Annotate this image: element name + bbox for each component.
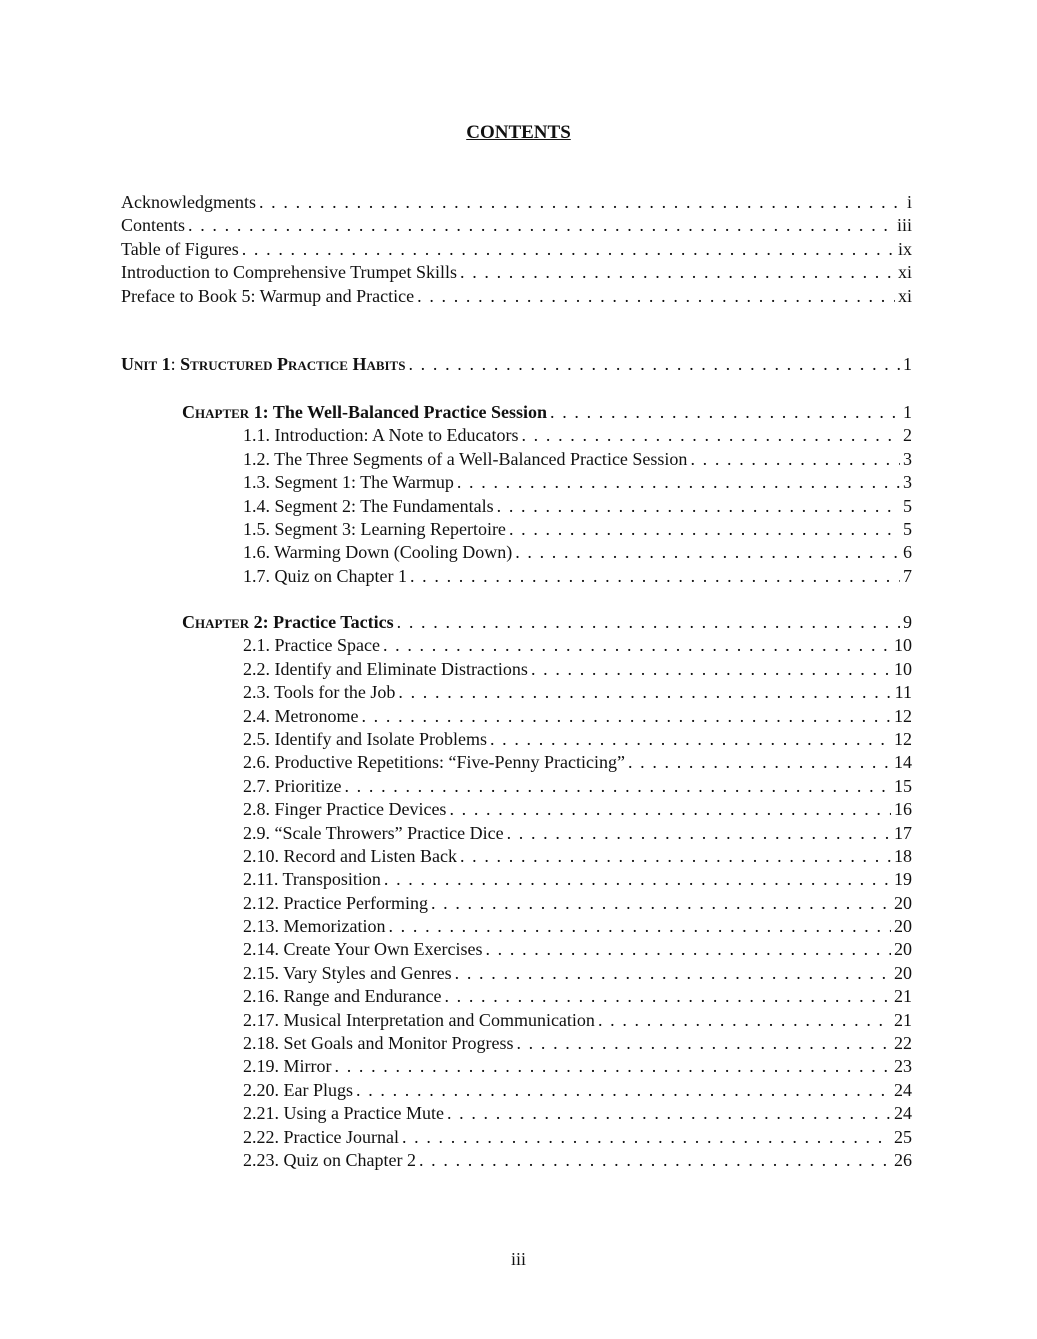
unit-separator: : <box>170 354 181 374</box>
toc-entry <box>243 658 912 681</box>
dot-leader <box>449 798 891 821</box>
entry-title: 2.5. Identify and Isolate Problems <box>243 728 487 749</box>
entry-page: iii <box>896 215 912 236</box>
entry-page: 10 <box>894 658 912 679</box>
unit-title: Structured Practice Habits <box>180 354 406 374</box>
dot-leader <box>242 238 895 261</box>
dot-leader <box>516 1032 891 1055</box>
entry-page: 10 <box>894 635 912 656</box>
entry-title: 2.13. Memorization <box>243 916 386 937</box>
entry-title: 2.16. Range and Endurance <box>243 986 442 1007</box>
toc-entry <box>243 541 912 564</box>
dot-leader <box>335 1055 892 1078</box>
entry-title: 2.20. Ear Plugs <box>243 1079 353 1100</box>
entry-title: Acknowledgments <box>121 192 256 212</box>
toc-entry <box>243 892 912 915</box>
entry-page: 6 <box>903 542 912 563</box>
dot-leader <box>188 214 894 237</box>
toc-entry <box>243 1032 912 1055</box>
dot-leader <box>497 495 900 518</box>
entry-page: 23 <box>894 1056 912 1077</box>
dot-leader <box>598 1009 891 1032</box>
entry-title: Contents <box>121 215 186 236</box>
chapter-2-sections <box>243 634 912 1172</box>
entry-page: ix <box>897 238 912 259</box>
toc-entry <box>243 681 912 704</box>
entry-title: 1.4. Segment 2: The Fundamentals <box>243 495 494 516</box>
dot-leader <box>690 448 900 471</box>
entry-title: Introduction to Comprehensive Trumpet Skills <box>121 262 457 283</box>
dot-leader <box>408 353 900 376</box>
dot-leader <box>521 424 900 447</box>
entry-title: 2.3. Tools for the Job <box>243 682 396 703</box>
toc-entry <box>243 705 912 728</box>
dot-leader <box>398 681 891 704</box>
entry-page: xi <box>897 262 912 283</box>
dot-leader <box>447 1102 891 1125</box>
entry-title: 1.1. Introduction: A Note to Educators <box>243 425 519 446</box>
entry-page: 20 <box>894 892 912 913</box>
entry-title: 2.1. Practice Space <box>243 635 380 656</box>
dot-leader <box>509 518 900 541</box>
chapter-title: The Well-Balanced Practice Session <box>268 402 547 422</box>
dot-leader <box>507 822 891 845</box>
entry-title: 2.18. Set Goals and Monitor Progress <box>243 1033 514 1054</box>
chapter-entry <box>182 401 912 424</box>
toc-entry <box>243 728 912 751</box>
toc-entry <box>121 261 912 284</box>
unit-entry <box>121 353 912 376</box>
page-title: CONTENTS <box>466 122 571 143</box>
dot-leader <box>490 728 891 751</box>
toc-entry <box>243 775 912 798</box>
entry-page: 21 <box>894 986 912 1007</box>
toc-entry <box>121 238 912 261</box>
entry-page: 22 <box>894 1033 912 1054</box>
front-matter-list <box>121 191 912 308</box>
entry-title: Table of Figures <box>121 238 239 259</box>
toc-entry <box>243 962 912 985</box>
entry-page: 20 <box>894 916 912 937</box>
chapter-heading <box>182 401 547 424</box>
toc-entry <box>243 1149 912 1172</box>
chapter-page: 1 <box>903 402 912 422</box>
toc-entry <box>243 985 912 1008</box>
dot-leader <box>356 1079 891 1102</box>
entry-title: 2.2. Identify and Eliminate Distractions <box>243 658 528 679</box>
entry-page: 19 <box>894 869 912 890</box>
dot-leader <box>410 565 900 588</box>
entry-page: 5 <box>903 495 912 516</box>
entry-page: 5 <box>903 518 912 539</box>
toc-entry <box>243 495 912 518</box>
entry-page: 26 <box>894 1149 912 1170</box>
unit-page: 1 <box>903 354 912 374</box>
entry-title: 2.11. Transposition <box>243 869 381 890</box>
entry-page: i <box>906 192 912 212</box>
entry-title: Preface to Book 5: Warmup and Practice <box>121 285 415 306</box>
entry-title: 2.6. Productive Repetitions: “Five-Penny Practicing” <box>243 752 625 773</box>
dot-leader <box>344 775 891 798</box>
entry-title: 1.7. Quiz on Chapter 1 <box>243 565 407 586</box>
entry-title: 2.10. Record and Listen Back <box>243 845 457 866</box>
entry-page: 14 <box>894 752 912 773</box>
entry-title: 1.6. Warming Down (Cooling Down) <box>243 542 513 563</box>
chapter-2-heading-list <box>182 611 912 634</box>
dot-leader <box>550 401 900 424</box>
unit-label: Unit 1 <box>121 354 171 374</box>
entry-title: 2.12. Practice Performing <box>243 892 428 913</box>
toc-entry <box>243 1055 912 1078</box>
entry-page: 16 <box>894 799 912 820</box>
entry-title: 1.2. The Three Segments of a Well-Balanced Practice Session <box>243 448 688 469</box>
dot-leader <box>361 705 891 728</box>
unit-list <box>121 353 912 376</box>
entry-title: 2.22. Practice Journal <box>243 1126 399 1147</box>
dot-leader <box>460 845 891 868</box>
chapter-1-sections <box>243 424 912 588</box>
dot-leader <box>383 634 891 657</box>
entry-title: 1.3. Segment 1: The Warmup <box>243 472 454 493</box>
toc-entry <box>243 471 912 494</box>
toc-entry <box>243 751 912 774</box>
dot-leader <box>460 261 895 284</box>
entry-title: 2.19. Mirror <box>243 1056 332 1077</box>
toc-entry <box>243 1079 912 1102</box>
entry-title: 2.7. Prioritize <box>243 775 342 796</box>
toc-entry <box>243 938 912 961</box>
toc-entry <box>243 634 912 657</box>
toc-entry <box>121 191 912 214</box>
entry-title: 2.9. “Scale Throwers” Practice Dice <box>243 822 504 843</box>
toc-entry <box>243 424 912 447</box>
dot-leader <box>455 962 891 985</box>
dot-leader <box>515 541 900 564</box>
toc-entry <box>243 868 912 891</box>
toc-entry <box>121 285 912 308</box>
entry-title: 2.21. Using a Practice Mute <box>243 1103 444 1124</box>
toc-entry <box>243 565 912 588</box>
entry-page: xi <box>897 285 912 306</box>
toc-entry <box>243 448 912 471</box>
entry-page: 21 <box>894 1009 912 1030</box>
chapter-title: Practice Tactics <box>268 612 394 632</box>
chapter-entry <box>182 611 912 634</box>
dot-leader <box>628 751 891 774</box>
entry-page: 25 <box>894 1126 912 1147</box>
chapter-page: 9 <box>903 612 912 632</box>
dot-leader <box>444 985 891 1008</box>
entry-page: 11 <box>894 682 912 703</box>
chapter-1-heading-list <box>182 401 912 424</box>
entry-page: 3 <box>903 472 912 493</box>
dot-leader <box>485 938 891 961</box>
toc-entry <box>243 822 912 845</box>
entry-title: 2.14. Create Your Own Exercises <box>243 939 483 960</box>
entry-title: 2.15. Vary Styles and Genres <box>243 962 452 983</box>
entry-page: 12 <box>894 728 912 749</box>
toc-entry <box>121 214 912 237</box>
dot-leader <box>397 611 900 634</box>
dot-leader <box>457 471 900 494</box>
entry-title: 2.23. Quiz on Chapter 2 <box>243 1149 416 1170</box>
page-number: iii <box>510 1249 526 1269</box>
toc-entry <box>243 1009 912 1032</box>
entry-title: 2.17. Musical Interpretation and Communication <box>243 1009 595 1030</box>
entry-page: 24 <box>894 1079 912 1100</box>
toc-entry <box>243 1126 912 1149</box>
entry-page: 3 <box>903 448 912 469</box>
dot-leader <box>419 1149 891 1172</box>
toc-entry <box>243 915 912 938</box>
toc-entry <box>243 845 912 868</box>
entry-page: 20 <box>894 939 912 960</box>
chapter-label: Chapter 1: <box>182 402 269 422</box>
entry-page: 18 <box>894 845 912 866</box>
dot-leader <box>531 658 891 681</box>
dot-leader <box>384 868 891 891</box>
entry-title: 2.8. Finger Practice Devices <box>243 799 447 820</box>
toc-entry <box>243 798 912 821</box>
dot-leader <box>431 892 891 915</box>
entry-page: 7 <box>903 565 912 586</box>
toc-entry <box>243 1102 912 1125</box>
entry-page: 12 <box>894 705 912 726</box>
dot-leader <box>259 191 904 214</box>
toc-entry <box>243 518 912 541</box>
entry-page: 17 <box>894 822 912 843</box>
entry-page: 15 <box>894 775 912 796</box>
dot-leader <box>417 285 895 308</box>
dot-leader <box>388 915 891 938</box>
chapter-label: Chapter 2: <box>182 612 269 632</box>
entry-title: 1.5. Segment 3: Learning Repertoire <box>243 518 506 539</box>
entry-page: 2 <box>903 425 912 446</box>
chapter-heading <box>182 611 394 634</box>
entry-page: 20 <box>894 962 912 983</box>
entry-title: 2.4. Metronome <box>243 705 359 726</box>
unit-heading <box>121 353 405 376</box>
entry-page: 24 <box>894 1103 912 1124</box>
dot-leader <box>402 1126 891 1149</box>
